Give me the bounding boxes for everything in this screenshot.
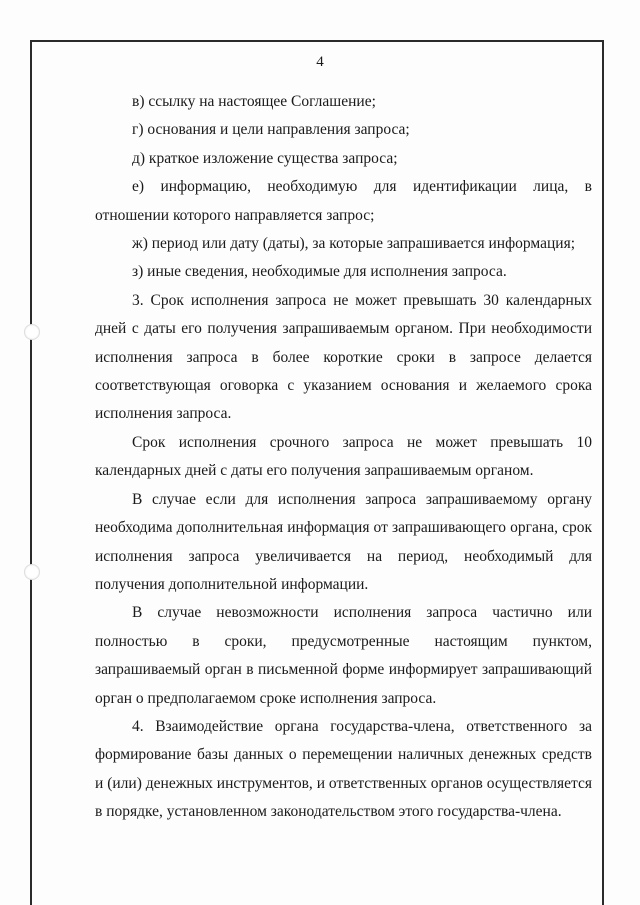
document-body (95, 88, 592, 827)
frame-right-border (602, 40, 604, 905)
list-item-e: е) информацию, необходимую для идентификации лица, в отношении которого направляется запрос; (95, 178, 592, 224)
list-item-g: г) основания и цели направления запроса; (132, 121, 410, 139)
list-item-d: д) краткое изложение существа запроса; (132, 149, 398, 167)
frame-left-border (30, 40, 32, 905)
paragraph-clause-4: 4. Взаимодействие органа государства-члена, ответственного за формирование базы данных о перемещении наличных денежных средств и (или) денежных инструментов, и ответственных органов осуществляется в порядке, установленном законодательством этого государства-члена. (95, 717, 592, 821)
punch-hole-lower (24, 564, 40, 580)
list-item-zh: ж) период или дату (даты), за которые запрашивается информация; (132, 235, 575, 253)
paragraph-additional-info: В случае если для исполнения запроса запрашиваемому органу необходима дополнительная информация от запрашивающего органа, срок исполнения запроса увеличивается на период, необходимый для получения дополнительной информации. (95, 490, 592, 593)
page-number: 4 (316, 54, 324, 70)
paragraph-impossibility: В случае невозможности исполнения запроса частично или полностью в сроки, предусмотренные настоящим пунктом, запрашиваемый орган в письменной форме информирует запрашивающий орган о предполагаемом сроке исполнения запроса. (95, 604, 592, 707)
frame-top-border (30, 40, 603, 42)
punch-hole-upper (24, 324, 40, 340)
list-item-v: в) ссылку на настоящее Соглашение; (132, 93, 376, 110)
paragraph-urgent-deadline: Срок исполнения срочного запроса не может превышать 10 календарных дней с даты его получения запрашиваемым органом. (95, 433, 592, 480)
list-item-z: з) иные сведения, необходимые для исполнения запроса. (132, 263, 507, 281)
paragraph-clause-3: 3. Срок исполнения запроса не может превышать 30 календарных дней с даты его получения запрашиваемым органом. При необходимости исполнения запроса в более короткие сроки в запросе делается соответствующая оговорка с указанием основания и желаемого срока исполнения запроса. (95, 291, 592, 423)
